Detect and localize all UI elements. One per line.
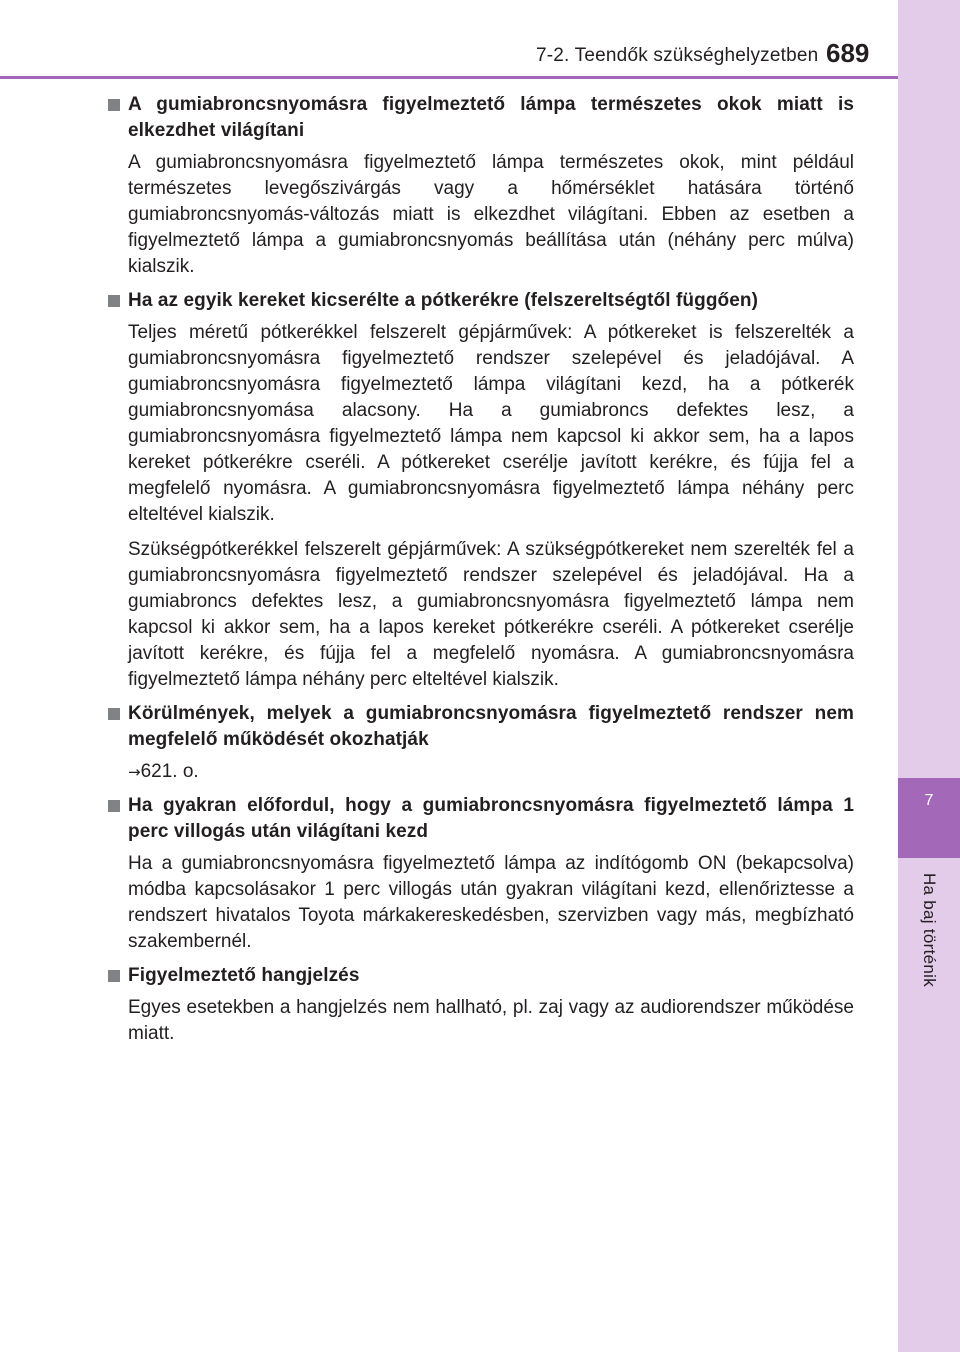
- section-heading: [108, 288, 854, 314]
- chapter-tab: [898, 778, 960, 858]
- section-natural-causes: [108, 92, 854, 280]
- paragraph: Ha a gumiabroncsnyomásra figyelmeztető lámpa az indítógomb ON (bekapcsolva) módba kapcsolásakor 1 perc villogás után gyakran világítani kezd, ellenőriztesse a rendszert hivatalos Toyota márkakereskedésben, szervizben vagy más, megbízható szakembernél.: [128, 853, 854, 952]
- square-bullet-icon: [108, 708, 120, 720]
- square-bullet-icon: [108, 800, 120, 812]
- chapter-title: Ha baj történik: [920, 872, 939, 988]
- square-bullet-icon: [108, 99, 120, 111]
- paragraph: Egyes esetekben a hangjelzés nem hallható, pl. zaj vagy az audiorendszer működése miatt.: [128, 997, 854, 1044]
- section-spare-wheel: [108, 288, 854, 693]
- paragraph: Teljes méretű pótkerékkel felszerelt gépjárművek: A pótkereket is felszerelték a gumiabroncsnyomásra figyelmeztető rendszer szelepével és jeladójával. A gumiabroncsnyomásra figyelmeztető lámpa világítani kezd, ha a pótkerék gumiabroncsnyomása alacsony. Ha a gumiabroncs defektes lesz, a gumiabroncsnyomásra figyelmeztető lámpa nem kapcsol ki akkor sem, ha a lapos kereket pótkerékre cseréli. A pótkereket cserélje javított kerékre, és fújja fel a megfelelő nyomásra. A gumiabroncsnyomásra figyelmeztető lámpa néhány perc elteltével kialszik.: [128, 322, 854, 525]
- header-rule: [0, 76, 898, 79]
- heading-text: Figyelmeztető hangjelzés: [128, 965, 360, 986]
- reference-text: 621. o.: [140, 761, 199, 782]
- section-heading: [108, 701, 854, 753]
- section-heading: [108, 963, 854, 989]
- square-bullet-icon: [108, 295, 120, 307]
- section-malfunction-conditions: [108, 701, 854, 785]
- chapter-number: 7: [924, 792, 934, 809]
- section-heading: [108, 92, 854, 144]
- arrow-right-icon: →: [128, 763, 141, 781]
- section-heading: [108, 793, 854, 845]
- section-warning-buzzer: [108, 963, 854, 1047]
- page-reference: [128, 759, 854, 785]
- page-content: [108, 92, 854, 1047]
- side-strip: [898, 0, 960, 1352]
- paragraph: Szükségpótkerékkel felszerelt gépjárművek: A szükségpótkereket nem szerelték fel a gumiabroncsnyomásra figyelmeztető rendszer szelepével és jeladójával. Ha a gumiabroncs defektes lesz, a gumiabroncsnyomásra figyelmeztető lámpa nem kapcsol ki akkor sem, ha a lapos kereket pótkerékre cseréli. A pótkereket cserélje javított kerékre, és fújja fel a megfelelő nyomásra. A gumiabroncsnyomásra figyelmeztető lámpa néhány perc elteltével kialszik.: [128, 539, 854, 690]
- heading-text: Ha az egyik kereket kicserélte a pótkerékre (felszereltségtől függően): [128, 290, 759, 311]
- paragraph: A gumiabroncsnyomásra figyelmeztető lámpa természetes okok, mint például természetes levegőszivárgás vagy a hőmérséklet hatására történő gumiabroncsnyomás-változás miatt is elkezdhet világítani. Ebben az esetben a figyelmeztető lámpa a gumiabroncsnyomás beállítása után (néhány perc múlva) kialszik.: [128, 152, 854, 277]
- heading-text: Körülmények, melyek a gumiabroncsnyomásra figyelmeztető rendszer nem megfelelő működését okozhatják: [128, 703, 854, 750]
- header-title: 7-2. Teendők szükséghelyzetben: [536, 45, 819, 66]
- section-blinking-lamp: [108, 793, 854, 955]
- square-bullet-icon: [108, 970, 120, 982]
- page-number: 689: [826, 38, 870, 68]
- heading-text: A gumiabroncsnyomásra figyelmeztető lámpa természetes okok miatt is elkezdhet világítani: [128, 94, 854, 141]
- heading-text: Ha gyakran előfordul, hogy a gumiabroncsnyomásra figyelmeztető lámpa 1 perc villogás után világítani kezd: [128, 795, 854, 842]
